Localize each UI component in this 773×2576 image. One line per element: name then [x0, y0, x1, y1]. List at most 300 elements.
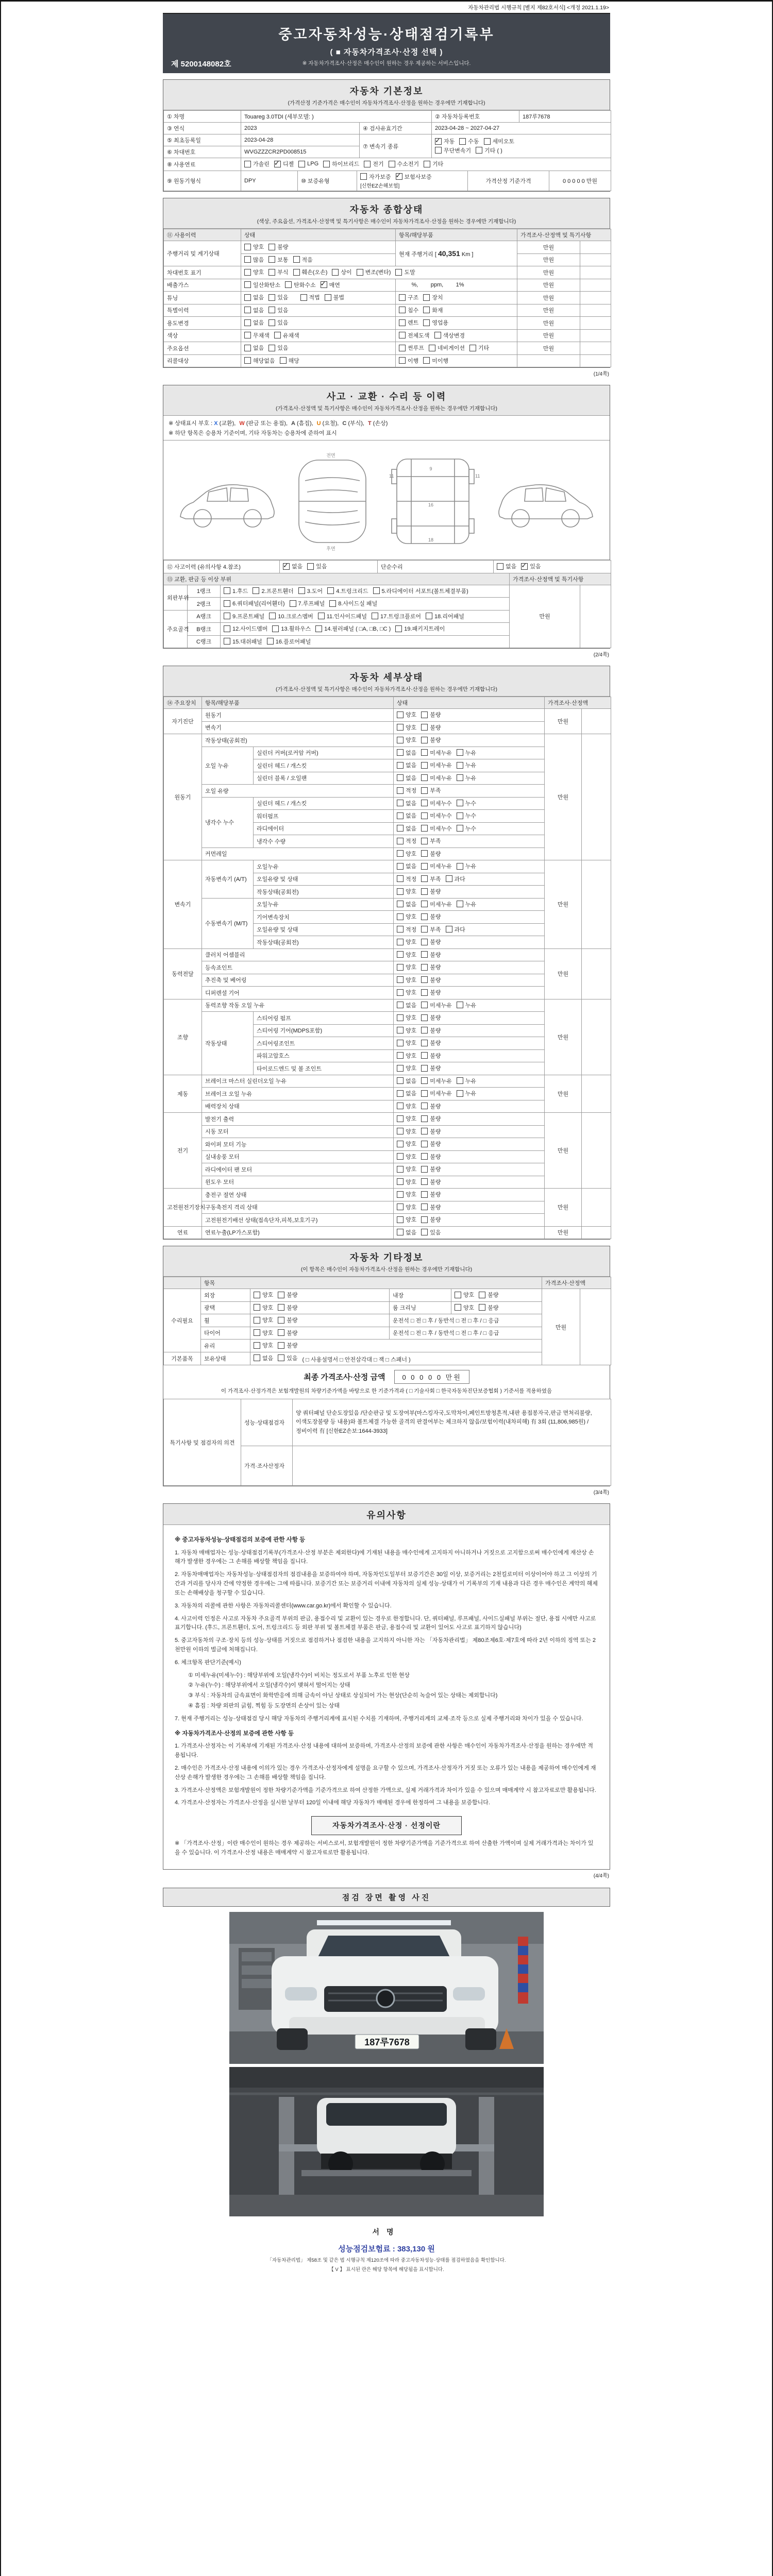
checkbox-18.리어패널[interactable]: 18.리어패널 — [426, 612, 464, 620]
note-cell — [580, 317, 611, 330]
checkbox-없음[interactable]: 없음 — [397, 761, 416, 769]
header-price: 가격조사·산정액 — [545, 697, 611, 709]
checkbox-양호[interactable]: 양호 — [397, 1190, 416, 1198]
header-major-device: ⑭ 주요장치 — [164, 697, 202, 709]
group-powertrain: 동력전달 — [164, 948, 202, 999]
rank1-options — [221, 585, 510, 598]
checkbox-양호[interactable]: 양호 — [397, 1153, 416, 1161]
state-options — [394, 835, 545, 848]
checkbox-양호[interactable]: 양호 — [397, 1052, 416, 1060]
checkbox-불량[interactable]: 불량 — [421, 1102, 441, 1110]
inspection-photo-underside — [229, 2067, 544, 2216]
checkbox-부족[interactable]: 부족 — [421, 786, 441, 794]
checkbox-양호[interactable]: 양호 — [397, 887, 416, 895]
checkbox-있음[interactable]: 있음 — [268, 344, 288, 352]
checkbox-많음[interactable]: 많음 — [244, 256, 264, 264]
notice-item: 2. 매수인은 가격조사·산정 내용에 이의가 있는 경우 가격조사·산정자에게 설명을 요구할 수 있으며, 가격조사·산정자가 거짓 또는 오류가 있는 내용을 제공하여 매수인에게 재산상 손해가 발생한 경우에는 그 손해를 배상할 책임을 집니다. — [175, 1765, 596, 1781]
checkbox-양호[interactable]: 양호 — [244, 268, 264, 276]
checkbox-불량[interactable]: 불량 — [421, 1178, 441, 1186]
checkbox-양호[interactable]: 양호 — [254, 1291, 273, 1299]
notice-title: 유의사항 — [366, 1510, 407, 1520]
notice-s1-title: ※ 중고자동차성능·상태점검의 보증에 관한 사항 등 — [175, 1537, 306, 1543]
checkbox-과다[interactable]: 과다 — [446, 875, 465, 883]
checkbox-해당없음[interactable]: 해당없음 — [244, 357, 275, 365]
checkbox-불량[interactable]: 불량 — [421, 1026, 441, 1035]
checkbox-양호[interactable]: 양호 — [397, 1127, 416, 1136]
checkbox-15.대쉬패널[interactable]: 15.대쉬패널 — [224, 637, 262, 646]
checkbox-양호[interactable]: 양호 — [397, 1026, 416, 1035]
note-cell — [582, 1075, 611, 1113]
checkbox-양호[interactable]: 양호 — [397, 1215, 416, 1224]
checkbox-미세누유[interactable]: 미세누유 — [421, 774, 452, 782]
state-options — [394, 759, 545, 772]
checkbox-누유[interactable]: 누유 — [457, 900, 476, 908]
checkbox-가솔린[interactable]: 가솔린 — [244, 160, 270, 168]
label-color: 색상 — [164, 329, 241, 342]
note-cell — [580, 292, 611, 304]
svg-text:16: 16 — [428, 502, 434, 507]
checkbox-9.프론트패널[interactable]: 9.프론트패널 — [224, 612, 264, 620]
legend-code-T: T (손상) — [367, 420, 388, 427]
label-tuning: 튜닝 — [164, 292, 241, 304]
checkbox-렌트[interactable]: 렌트 — [399, 318, 418, 327]
checkbox-없음[interactable]: 없음 — [397, 799, 416, 807]
accident-options — [280, 561, 378, 573]
checkbox-썬루프[interactable]: 썬루프 — [399, 344, 424, 352]
checkbox-불량[interactable]: 불량 — [421, 1190, 441, 1198]
checkbox-양호[interactable]: 양호 — [254, 1341, 273, 1349]
checkbox-없음[interactable]: 없음 — [397, 1077, 416, 1085]
checkbox-누유[interactable]: 누유 — [457, 862, 476, 870]
checkbox-양호[interactable]: 양호 — [397, 710, 416, 719]
state-options — [394, 1113, 545, 1126]
checkbox-양호[interactable]: 양호 — [397, 850, 416, 858]
state-options — [394, 810, 545, 823]
checkbox-불량[interactable]: 불량 — [278, 1329, 297, 1337]
checkbox-미세누수[interactable]: 미세누수 — [421, 799, 452, 807]
state-options — [394, 1062, 545, 1075]
checkbox-미세누수[interactable]: 미세누수 — [421, 824, 452, 833]
row-label: 스티어링 기어(MDPS포함) — [254, 1024, 394, 1037]
checkbox-미세누유[interactable]: 미세누유 — [421, 749, 452, 757]
state-options — [394, 1012, 545, 1025]
checkbox-세미오토[interactable]: 세미오토 — [484, 137, 515, 145]
state-options — [394, 721, 545, 734]
checkbox-양호[interactable]: 양호 — [397, 963, 416, 971]
checkbox-양호[interactable]: 양호 — [397, 1178, 416, 1186]
checkbox-없음[interactable]: 없음 — [397, 1228, 416, 1236]
checkbox-누수[interactable]: 누수 — [457, 811, 476, 820]
checkbox-불량[interactable]: 불량 — [421, 938, 441, 946]
footer-note-2: 【 V 】 표시된 란은 해당 항목에 해당됨을 표시합니다. — [329, 2267, 444, 2273]
row-label: 실린더 헤드 / 개스킷 — [254, 759, 394, 772]
header-item-part: 항목/해당부품 — [396, 229, 517, 241]
checkbox-불량[interactable]: 불량 — [421, 1140, 441, 1148]
value-inspection-period: 2023-04-28 ~ 2027-04-27 — [432, 123, 611, 134]
checkbox-17.트렁크플로어[interactable]: 17.트렁크플로어 — [372, 612, 421, 620]
checkbox-1.후드[interactable]: 1.후드 — [224, 587, 248, 595]
checkbox-디젤[interactable]: ✓ 디젤 — [274, 160, 294, 168]
note-cell — [580, 253, 611, 266]
legend-codes — [214, 420, 391, 427]
checkbox-부족[interactable]: 부족 — [421, 925, 441, 934]
checkbox-적법[interactable]: 적법 — [300, 293, 320, 301]
checkbox-양호[interactable]: 양호 — [455, 1291, 474, 1299]
checkbox-전체도색[interactable]: 전체도색 — [399, 331, 430, 340]
checkbox-탄화수소[interactable]: 탄화수소 — [285, 281, 316, 289]
checkbox-불량[interactable]: 불량 — [421, 1064, 441, 1072]
group-brake: 제동 — [164, 1075, 202, 1113]
usage-kind-options — [396, 317, 517, 330]
checkbox-양호[interactable]: 양호 — [397, 1203, 416, 1211]
legend-prefix: ※ 상태표시 부호 : — [169, 420, 214, 427]
checkbox-적정[interactable]: 적정 — [397, 925, 416, 934]
checkbox-양호[interactable]: 양호 — [397, 1114, 416, 1123]
checkbox-변조(변타)[interactable]: 변조(변타) — [357, 268, 391, 276]
checkbox-없음[interactable]: 없음 — [497, 562, 516, 570]
row-label: 변속기 — [202, 721, 394, 734]
checkbox-불량[interactable]: 불량 — [421, 887, 441, 895]
basic-info-table2 — [163, 171, 611, 192]
checkbox-불량[interactable]: 불량 — [421, 736, 441, 744]
checkbox-양호[interactable]: 양호 — [397, 988, 416, 996]
checkbox-자동[interactable]: ✓ 자동 — [435, 137, 455, 145]
legend-code-C: C (부식), — [342, 420, 364, 427]
checkbox-적정[interactable]: 적정 — [397, 875, 416, 883]
inspection-fee-value: 383,130 원 — [397, 2245, 435, 2254]
checkbox-불량[interactable]: 불량 — [421, 723, 441, 732]
notice-item: 1. 자동차 매매업자는 성능·상태점검기록부(가격조사·산정 부분은 제외한다)에 기재된 내용을 매수인에게 고지하지 아니하거나 거짓으로 고지함으로써 매수인에게 재산상 손해가 발생한 경우에는 그 손해를 배상할 책임을 집니다. — [175, 1549, 594, 1565]
state-options — [394, 974, 545, 987]
checkbox-3.도어[interactable]: 3.도어 — [298, 587, 323, 595]
checkbox-없음[interactable]: 없음 — [397, 824, 416, 833]
rankB-options — [221, 623, 510, 636]
checkbox-양호[interactable]: 양호 — [397, 976, 416, 984]
notice-item: 4. 가격조사·산정자는 가격조사·산정을 실시한 날부터 120일 이내에 해당 자동차가 매매된 경우에 한정하여 그 내용을 보증합니다. — [175, 1800, 490, 1806]
checkbox-미세누유[interactable]: 미세누유 — [421, 1001, 452, 1009]
price-cell: 만원 — [545, 1226, 582, 1239]
checkbox-해당[interactable]: 해당 — [280, 357, 299, 365]
checkbox-무채색[interactable]: 무채색 — [244, 331, 270, 340]
price-cell: 만원 — [517, 304, 580, 317]
inspector-remarks: 양 쿼터패널 단순도장있음 /단순판금 및 도장여부(마스킹자국,도막차이,페인트방청흔적,내판 용접봉자국,판금 면처리불량,이색도장불량 등 내용)와 볼트체결 가능한 골격의 판결여부는 체크하지 않음/보험이력(내차피해) 有 3회 (11,806,985원) /정비이력 有 [신한EZ손보:1644-3933] — [293, 1399, 611, 1446]
checkbox-불량[interactable]: 불량 — [278, 1291, 297, 1299]
checkbox-불량[interactable]: 불량 — [421, 988, 441, 996]
header-exchange-price: 가격조사·산정액 및 특기사항 — [510, 573, 611, 585]
checkbox-적음[interactable]: 적음 — [293, 256, 313, 264]
checkbox-구조[interactable]: 구조 — [399, 293, 418, 301]
checkbox-19.패키지트레이[interactable]: 19.패키지트레이 — [395, 624, 445, 633]
checkbox-있음[interactable]: 있음 — [268, 318, 288, 327]
checkbox-유채색[interactable]: 유채색 — [274, 331, 299, 340]
checkbox-11.인사이드패널[interactable]: 11.인사이드패널 — [318, 612, 367, 620]
section-accident-header — [163, 385, 610, 416]
checkbox-7.루프패널[interactable]: 7.루프패널 — [290, 599, 325, 607]
note-cell — [580, 241, 611, 254]
checkbox-없음[interactable]: ✓ 없음 — [283, 562, 303, 570]
checkbox-없음[interactable]: 없음 — [397, 1089, 416, 1097]
checkbox-없음[interactable]: 없음 — [244, 318, 264, 327]
checkbox-기타 ( )[interactable]: 기타 ( ) — [476, 146, 502, 155]
checkbox-전기[interactable]: 전기 — [364, 160, 383, 168]
label-tire: 타이어 — [201, 1327, 250, 1340]
checkbox-불량[interactable]: 불량 — [278, 1303, 297, 1312]
checkbox-불량[interactable]: 불량 — [421, 1215, 441, 1224]
simple-repair-options — [494, 561, 611, 573]
checkbox-불량[interactable]: 불량 — [421, 976, 441, 984]
checkbox-하이브리드[interactable]: 하이브리드 — [323, 160, 359, 168]
checkbox-없음[interactable]: 없음 — [397, 811, 416, 820]
checkbox-양호[interactable]: 양호 — [397, 1140, 416, 1148]
state-options — [394, 886, 545, 899]
checkbox-없음[interactable]: 없음 — [244, 306, 264, 314]
checkbox-수소전기[interactable]: 수소전기 — [389, 160, 419, 168]
legend-code-W: W (판금 또는 용접), — [239, 420, 288, 427]
row-label: 동력조향 작동 오일 누유 — [202, 999, 394, 1012]
checkbox-없음[interactable]: 없음 — [254, 1354, 273, 1362]
checkbox-불량[interactable]: 불량 — [421, 963, 441, 971]
checkbox-훼손(오손)[interactable]: 훼손(오손) — [293, 268, 328, 276]
polish-options — [250, 1301, 390, 1314]
header-exchange: ⑬ 교환, 판금 등 이상 부위 — [164, 573, 510, 585]
section-accident-subtitle: (가격조사·산정액 및 특기사항은 매수인이 자동차가격조사·산정을 원하는 경우에만 기재합니다) — [276, 405, 497, 412]
label-rank2: 2랭크 — [188, 598, 221, 611]
title-band — [163, 13, 610, 73]
checkbox-없음[interactable]: 없음 — [397, 1001, 416, 1009]
checkbox-있음[interactable]: 있음 — [307, 562, 327, 570]
checkbox-없음[interactable]: 없음 — [397, 749, 416, 757]
note-cell — [582, 1113, 611, 1189]
price-cell: 만원 — [517, 253, 580, 266]
checkbox-불량[interactable]: 불량 — [421, 1127, 441, 1136]
checkbox-누유[interactable]: 누유 — [457, 1089, 476, 1097]
checkbox-누수[interactable]: 누수 — [457, 799, 476, 807]
checkbox-있음[interactable]: ✓ 있음 — [521, 562, 541, 570]
checkbox-미세누유[interactable]: 미세누유 — [421, 761, 452, 769]
checkbox-적정[interactable]: 적정 — [397, 837, 416, 845]
checkbox-없음[interactable]: 없음 — [397, 774, 416, 782]
checkbox-자가보증[interactable]: 자가보증 — [360, 173, 391, 181]
tuning-kind-options — [396, 292, 517, 304]
checkbox-없음[interactable]: 없음 — [244, 293, 264, 301]
checkbox-일산화탄소[interactable]: 일산화탄소 — [244, 281, 280, 289]
checkbox-불량[interactable]: 불량 — [421, 951, 441, 959]
checkbox-누유[interactable]: 누유 — [457, 1077, 476, 1085]
checkbox-미세누유[interactable]: 미세누유 — [421, 900, 452, 908]
state-code-legend — [163, 416, 610, 440]
svg-text:9: 9 — [429, 466, 432, 471]
checkbox-부족[interactable]: 부족 — [421, 875, 441, 883]
row-label: 연료누출(LP가스포함) — [202, 1226, 394, 1239]
checkbox-수동[interactable]: 수동 — [459, 137, 479, 145]
header-item: 항목/해당부품 — [202, 697, 394, 709]
checkbox-미세누유[interactable]: 미세누유 — [421, 1089, 452, 1097]
group-electric: 전기 — [164, 1113, 202, 1189]
checkbox-이행[interactable]: 이행 — [399, 357, 418, 365]
checkbox-불량[interactable]: 불량 — [421, 1039, 441, 1047]
checkbox-부식[interactable]: 부식 — [268, 268, 288, 276]
checkbox-불법[interactable]: 불법 — [325, 293, 344, 301]
checkbox-없음[interactable]: 없음 — [397, 900, 416, 908]
mileage-value: 40,351 — [438, 249, 460, 258]
current-mileage — [396, 241, 517, 266]
remarks-table — [163, 1399, 611, 1486]
checkbox-매연[interactable]: ✓ 매연 — [321, 281, 340, 289]
state-options — [394, 1138, 545, 1151]
row-label: 타이로드엔드 및 볼 조인트 — [254, 1062, 394, 1075]
checkbox-불량[interactable]: 불량 — [479, 1291, 498, 1299]
checkbox-불량[interactable]: 불량 — [421, 1114, 441, 1123]
checkbox-미세누유[interactable]: 미세누유 — [421, 862, 452, 870]
checkbox-13.휠하우스[interactable]: 13.휠하우스 — [272, 624, 311, 633]
checkbox-있음[interactable]: 있음 — [268, 293, 288, 301]
checkbox-8.사이드실 패널[interactable]: 8.사이드실 패널 — [329, 599, 377, 607]
checkbox-없음[interactable]: 없음 — [397, 862, 416, 870]
checkbox-있음[interactable]: 있음 — [421, 1228, 441, 1236]
label-first-registration: ⑤ 최초등록일 — [164, 134, 241, 146]
row-label: 클러치 어셈블리 — [202, 948, 394, 961]
signature-section — [163, 2224, 610, 2273]
checkbox-누유[interactable]: 누유 — [457, 749, 476, 757]
state-options — [394, 785, 545, 798]
checkbox-누유[interactable]: 누유 — [457, 774, 476, 782]
checkbox-양호[interactable]: 양호 — [397, 951, 416, 959]
sub-label-operation: 작동상태 — [202, 1012, 254, 1075]
note-cell — [580, 279, 611, 292]
checkbox-과다[interactable]: 과다 — [446, 925, 465, 934]
note-cell — [580, 1289, 611, 1365]
checkbox-양호[interactable]: 양호 — [397, 1013, 416, 1022]
checkbox-불량[interactable]: 불량 — [421, 912, 441, 921]
checkbox-양호[interactable]: 양호 — [254, 1329, 273, 1337]
checkbox-기타[interactable]: 기타 — [424, 160, 443, 168]
checkbox-12.사이드멤버[interactable]: 12.사이드멤버 — [224, 624, 267, 633]
checkbox-영업용[interactable]: 영업용 — [423, 318, 448, 327]
checkbox-기타[interactable]: 기타 — [469, 344, 489, 352]
note-cell — [582, 999, 611, 1075]
inspection-photo-front — [229, 1912, 544, 2064]
notice-subitem: ③ 부식 : 자동차의 금속표면이 화학반응에 의해 금속이 아닌 상태로 상실되어 가는 현상(단순히 녹슬어 있는 상태는 제외합니다) — [188, 1692, 498, 1699]
checkbox-불량[interactable]: 불량 — [268, 243, 288, 251]
checkbox-미세누유[interactable]: 미세누유 — [421, 1077, 452, 1085]
interior-options — [451, 1289, 542, 1302]
note-cell — [580, 354, 611, 367]
group-repair-needed: 수리필요 — [164, 1289, 201, 1352]
checkbox-미이행[interactable]: 미이행 — [423, 357, 448, 365]
checkbox-불량[interactable]: 불량 — [421, 710, 441, 719]
checkbox-미세누수[interactable]: 미세누수 — [421, 811, 452, 820]
price-assessment-box-note: ※ 「가격조사·산정」이란 매수인이 원하는 경우 제공하는 서비스로서, 보험개발원이 정한 차량기준가액을 기준가격으로 하여 산출한 가액이며 실제 거래가격과는 차이가 있을 수 있습니다. 이 가격조사·산정 내용은 매매계약 시 참고자료로만 활용됩니다. — [175, 1840, 594, 1856]
row-label: 오일유량 및 상태 — [254, 923, 394, 936]
checkbox-양호[interactable]: 양호 — [397, 723, 416, 732]
price-cell: 만원 — [545, 860, 582, 949]
checkbox-있음[interactable]: 있음 — [268, 306, 288, 314]
row-label: 라디에이터 — [254, 822, 394, 835]
checkbox-불량[interactable]: 불량 — [421, 1165, 441, 1173]
label-rankA: A랭크 — [188, 610, 221, 623]
checkbox-있음[interactable]: 있음 — [278, 1354, 297, 1362]
checkbox-4.트렁크리드[interactable]: 4.트렁크리드 — [327, 587, 368, 595]
checkbox-LPG[interactable]: LPG — [298, 161, 318, 167]
checkbox-양호[interactable]: 양호 — [397, 912, 416, 921]
checkbox-6.쿼터패널(리어휀더)[interactable]: 6.쿼터패널(리어휀더) — [224, 599, 285, 607]
checkbox-누유[interactable]: 누유 — [457, 1001, 476, 1009]
checkbox-무단변속기[interactable]: 무단변속기 — [435, 146, 471, 155]
accident-flag-table — [163, 560, 611, 573]
row-label: 실린더 헤드 / 개스킷 — [254, 797, 394, 810]
checkbox-양호[interactable]: 양호 — [397, 1102, 416, 1110]
checkbox-불량[interactable]: 불량 — [421, 850, 441, 858]
checkbox-양호[interactable]: 양호 — [455, 1303, 474, 1312]
checkbox-양호[interactable]: 양호 — [397, 1039, 416, 1047]
checkbox-양호[interactable]: 양호 — [254, 1303, 273, 1312]
checkbox-장치[interactable]: 장치 — [423, 293, 443, 301]
row-label: 충전구 절연 상태 — [202, 1189, 394, 1201]
sub-label-oil-leak: 오일 누유 — [202, 747, 254, 785]
checkbox-양호[interactable]: 양호 — [244, 243, 264, 251]
price-cell: 만원 — [545, 999, 582, 1075]
emission-values: %, ppm, 1% — [396, 279, 517, 292]
value-first-registration: 2023-04-28 — [241, 134, 360, 146]
checkbox-보험사보증[interactable]: ✓ 보험사보증 — [396, 173, 432, 181]
final-price-row — [163, 1365, 610, 1386]
note-cell — [582, 1226, 611, 1239]
checkbox-양호[interactable]: 양호 — [397, 1165, 416, 1173]
checkbox-네비게이션[interactable]: 네비게이션 — [429, 344, 465, 352]
checkbox-누유[interactable]: 누유 — [457, 761, 476, 769]
checkbox-양호[interactable]: 양호 — [397, 938, 416, 946]
checkbox-적정[interactable]: 적정 — [397, 786, 416, 794]
checkbox-2.프론트휀더[interactable]: 2.프론트휀더 — [253, 587, 293, 595]
checkbox-도말[interactable]: 도말 — [395, 268, 415, 276]
checkbox-화재[interactable]: 화재 — [423, 306, 443, 314]
checkbox-불량[interactable]: 불량 — [421, 1203, 441, 1211]
checkbox-부족[interactable]: 부족 — [421, 837, 441, 845]
value-car-name: Touareg 3.0TDI (세부모델: ) — [241, 111, 432, 123]
checkbox-양호[interactable]: 양호 — [397, 1064, 416, 1072]
price-cell: 만원 — [517, 329, 580, 342]
checkbox-불량[interactable]: 불량 — [278, 1341, 297, 1349]
page-marker-1: (1/4쪽) — [593, 371, 609, 377]
checkbox-16.플로어패널[interactable]: 16.플로어패널 — [267, 637, 311, 646]
checkbox-양호[interactable]: 양호 — [397, 736, 416, 744]
checkbox-침수[interactable]: 침수 — [399, 306, 418, 314]
checkbox-양호[interactable]: 양호 — [254, 1316, 273, 1324]
tuning-options — [241, 292, 396, 304]
basic-items-list: ( □ 사용설명서 □ 안전삼각대 □ 잭 □ 스패너 ) — [302, 1357, 411, 1363]
checkbox-상이[interactable]: 상이 — [332, 268, 351, 276]
checkbox-색상변경[interactable]: 색상변경 — [434, 331, 465, 340]
checkbox-누수[interactable]: 누수 — [457, 824, 476, 833]
checkbox-불량[interactable]: 불량 — [278, 1316, 297, 1324]
checkbox-10.크로스멤버[interactable]: 10.크로스멤버 — [269, 612, 313, 620]
row-label: 작동상태(공회전) — [202, 734, 394, 747]
checkbox-불량[interactable]: 불량 — [421, 1052, 441, 1060]
checkbox-불량[interactable]: 불량 — [479, 1303, 498, 1312]
section-overall-header — [163, 198, 610, 229]
checkbox-5.라디에이터 서포트(볼트체결부품)[interactable]: 5.라디에이터 서포트(볼트체결부품) — [373, 587, 468, 595]
checkbox-불량[interactable]: 불량 — [421, 1153, 441, 1161]
label-room-cleaning: 룸 크리닝 — [390, 1301, 451, 1314]
checkbox-없음[interactable]: 없음 — [244, 344, 264, 352]
section-detail-state — [163, 666, 610, 1240]
inspection-fee-label: 성능점검보험료 : — [338, 2245, 395, 2254]
state-options — [394, 1125, 545, 1138]
checkbox-보통[interactable]: 보통 — [268, 256, 288, 264]
transmission-options-row1 — [435, 140, 519, 146]
checkbox-14.필러패널 ( □A, □B, □C )[interactable]: 14.필러패널 ( □A, □B, □C ) — [315, 624, 391, 633]
checkbox-불량[interactable]: 불량 — [421, 1013, 441, 1022]
